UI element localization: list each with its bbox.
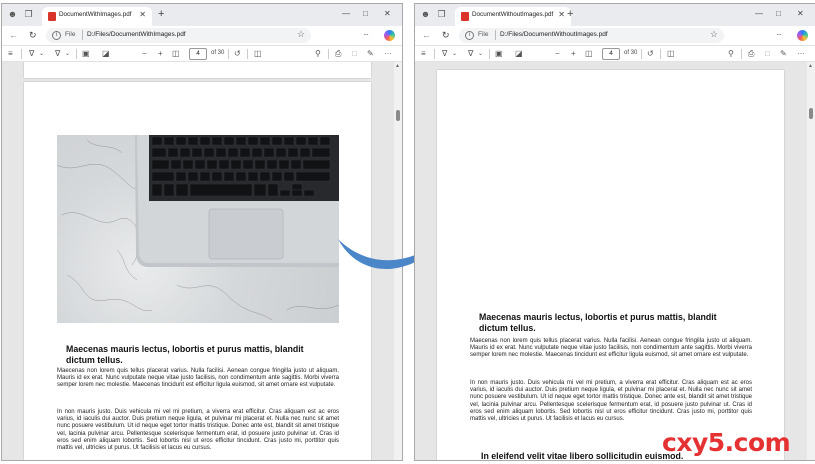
window-close-icon[interactable]: ✕ (797, 9, 804, 18)
url-field[interactable] (46, 28, 311, 43)
window-close-icon[interactable]: ✕ (384, 9, 391, 18)
read-aloud-icon[interactable]: ◪ (515, 49, 523, 58)
minimize-icon[interactable]: — (342, 9, 350, 18)
back-icon[interactable]: ← (422, 30, 431, 40)
url-path: D:/Files/DocumentWithoutImages.pdf (500, 31, 608, 38)
back-icon[interactable]: ← (9, 30, 18, 40)
text-icon[interactable]: ▣ (495, 49, 503, 58)
pdf-page (24, 82, 371, 461)
page-number-input[interactable]: 4 (189, 48, 207, 60)
print-icon[interactable]: ⎙ (335, 49, 342, 58)
address-bar (415, 26, 815, 45)
tab-bar (2, 4, 402, 26)
zoom-out-icon[interactable]: − (142, 49, 147, 58)
draw-icon[interactable]: ∇ (442, 49, 448, 58)
refresh-icon[interactable]: ↻ (29, 30, 37, 40)
tab-title: DocumentWithImages.pdf (59, 11, 132, 18)
refresh-icon[interactable]: ↻ (442, 30, 450, 40)
contents-icon[interactable]: ≡ (421, 49, 426, 58)
page-view-icon[interactable]: ◫ (254, 49, 262, 58)
chevron-down-icon[interactable]: ⌄ (39, 51, 45, 57)
tab-document-with-images[interactable] (42, 7, 152, 26)
copilot-icon[interactable] (797, 30, 808, 41)
vertical-scrollbar[interactable] (807, 62, 815, 461)
close-icon[interactable]: ✕ (139, 10, 146, 19)
more-icon[interactable]: ··· (776, 30, 781, 39)
document-paragraph: Maecenas non lorem quis tellus placerat varius. Nulla facilisi. Aenean congue fringilla justo ut aliquam. Mauris id ex erat. Nunc vulputate neque vitae justo facilisis, non condimentum ante sagittis. Morbi viverra semper lorem nec molestie. Maecenas tincidunt est efficitur ligula euismod, sit amet ornare est vulputate. (470, 338, 752, 359)
toolbar-divider (660, 49, 661, 59)
chevron-down-icon[interactable]: ⌄ (452, 51, 458, 57)
pdf-file-icon (48, 12, 56, 21)
search-icon[interactable]: ⚲ (728, 49, 734, 58)
url-path: D:/Files/DocumentWithImages.pdf (87, 31, 186, 38)
toolbar-divider (328, 49, 329, 59)
page-total: of 30 (624, 50, 638, 56)
maximize-icon[interactable]: □ (776, 9, 781, 18)
page-total: of 30 (211, 50, 225, 56)
toolbar-divider (228, 49, 229, 59)
star-icon[interactable]: ☆ (709, 29, 718, 39)
page-view-icon[interactable]: ◫ (667, 49, 675, 58)
document-heading: Maecenas mauris lectus, lobortis et purus mattis, blandit dictum tellus. (479, 312, 717, 333)
page-number-input[interactable]: 4 (602, 48, 620, 60)
rotate-icon[interactable]: ↺ (234, 49, 241, 58)
document-paragraph: In non mauris justo. Duis vehicula mi vel mi pretium, a viverra erat efficitur. Cras aliquam est ac eros varius, id iaculis dui auctor. Duis pretium neque ligula, et pulvinar mi placerat et. Nulla nec nunc sit amet nunc posuere vestibulum. Ut id neque eget tortor mattis tristique. Donec ante est, blandit sit amet tristique vel, lacinia pulvinar arcu. Pellentesque scelerisque fermentum erat, id posuere justo pulvinar ut. Cras id eros sed enim aliquam lobortis. Sed lobortis nisl ut eros efficitur tincidunt. Cras justo mi, porttitor quis mattis vel, ultricies ut purus. Ut facilisis et lacus eu cursus. (57, 409, 339, 452)
scroll-up-icon[interactable]: ▲ (395, 63, 400, 69)
more-icon[interactable]: ··· (384, 49, 392, 58)
pdf-file-icon (461, 12, 469, 21)
url-divider (82, 30, 83, 40)
text-icon[interactable]: ▣ (82, 49, 90, 58)
chevron-down-icon[interactable]: ⌄ (65, 51, 71, 57)
print-icon[interactable]: ⎙ (748, 49, 755, 58)
watermark: cxy5.com (662, 428, 791, 457)
minimize-icon[interactable]: — (755, 9, 763, 18)
previous-page (24, 62, 371, 78)
toolbar-divider (741, 49, 742, 59)
url-scheme: File (478, 31, 489, 38)
document-heading: In eleifend velit vitae libero sollicitudin euismod. (481, 451, 684, 461)
new-tab-icon[interactable]: + (567, 8, 574, 20)
address-bar (2, 26, 402, 45)
scrollbar-thumb[interactable] (396, 110, 400, 121)
save-icon[interactable]: □ (352, 49, 357, 58)
zoom-out-icon[interactable]: − (555, 49, 560, 58)
scrollbar-thumb[interactable] (809, 108, 813, 119)
star-icon[interactable]: ☆ (296, 29, 305, 39)
pdf-viewer[interactable] (415, 62, 815, 461)
toolbar-divider (434, 49, 435, 59)
new-tab-icon[interactable]: + (158, 8, 165, 20)
search-icon[interactable]: ⚲ (315, 49, 321, 58)
laptop-on-marble-image (57, 135, 339, 323)
profile-icon[interactable]: ☻ (420, 9, 431, 19)
fit-page-icon[interactable]: ◫ (172, 49, 180, 58)
toolbar-divider (489, 49, 490, 59)
more-icon[interactable]: ··· (363, 30, 368, 39)
maximize-icon[interactable]: □ (363, 9, 368, 18)
tab-actions-icon[interactable]: ❐ (24, 9, 33, 19)
toolbar-divider (21, 49, 22, 59)
laptop-photo-graphic (57, 135, 339, 323)
save-as-icon[interactable]: ✎ (780, 49, 787, 58)
pdf-toolbar (415, 45, 815, 62)
profile-icon[interactable]: ☻ (7, 9, 18, 19)
close-icon[interactable]: ✕ (558, 10, 565, 19)
read-aloud-icon[interactable]: ◪ (102, 49, 110, 58)
scroll-up-icon[interactable]: ▲ (808, 63, 813, 69)
info-icon[interactable]: i (52, 31, 61, 40)
url-field[interactable] (459, 28, 724, 43)
rotate-icon[interactable]: ↺ (647, 49, 654, 58)
contents-icon[interactable]: ≡ (8, 49, 13, 58)
tab-actions-icon[interactable]: ❐ (437, 9, 446, 19)
zoom-in-icon[interactable]: + (571, 49, 576, 58)
toolbar-divider (76, 49, 77, 59)
toolbar-divider (641, 49, 642, 59)
document-paragraph: Maecenas non lorem quis tellus placerat varius. Nulla facilisi. Aenean congue fringilla justo ut aliquam. Mauris id ex erat. Nunc vulputate neque vitae justo facilisis, non condimentum ante sagittis. Morbi viverra semper lorem nec molestie. Maecenas tincidunt est efficitur ligula euismod, sit amet ornare est vulputate. (57, 368, 339, 389)
draw-icon[interactable]: ∇ (29, 49, 35, 58)
browser-window-without-images (414, 3, 815, 461)
zoom-in-icon[interactable]: + (158, 49, 163, 58)
highlight-icon[interactable]: ∇ (55, 49, 61, 58)
toolbar-divider (247, 49, 248, 59)
tab-document-without-images[interactable] (455, 7, 574, 26)
chevron-down-icon[interactable]: ⌄ (478, 51, 484, 57)
copilot-icon[interactable] (384, 30, 395, 41)
url-scheme: File (65, 31, 76, 38)
pdf-toolbar (2, 45, 402, 62)
save-as-icon[interactable]: ✎ (367, 49, 374, 58)
document-heading: Maecenas mauris lectus, lobortis et purus mattis, blandit dictum tellus. (66, 344, 304, 365)
pdf-page (437, 70, 784, 461)
url-divider (495, 30, 496, 40)
document-paragraph: In non mauris justo. Duis vehicula mi vel mi pretium, a viverra erat efficitur. Cras aliquam est ac eros varius, id iaculis dui auctor. Duis pretium neque ligula, et pulvinar mi placerat et. Nulla nec nunc sit amet nunc posuere vestibulum. Ut id neque eget tortor mattis tristique. Donec ante est, blandit sit amet tristique vel, lacinia pulvinar arcu. Pellentesque scelerisque fermentum erat, id posuere justo pulvinar ut. Cras id eros sed enim aliquam lobortis. Sed lobortis nisl ut eros efficitur tincidunt. Cras justo mi, porttitor quis mattis vel, ultricies ut purus. Ut facilisis et lacus eu cursus. (470, 380, 752, 423)
info-icon[interactable]: i (465, 31, 474, 40)
more-icon[interactable]: ··· (797, 49, 805, 58)
save-icon[interactable]: □ (765, 49, 770, 58)
tab-bar (415, 4, 815, 26)
tab-title: DocumentWithoutImages.pdf (472, 11, 554, 18)
highlight-icon[interactable]: ∇ (468, 49, 474, 58)
fit-page-icon[interactable]: ◫ (585, 49, 593, 58)
